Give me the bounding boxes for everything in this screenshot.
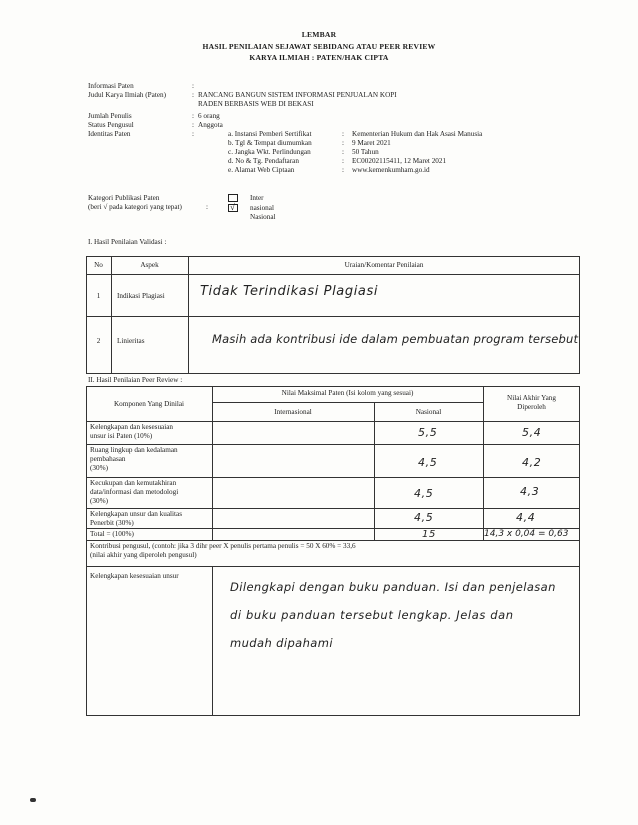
kontribusi-line-1: Kontribusi pengusul, (contoh: jika 3 dihr peer X penulis pertama penulis = 50 X 60% = 33,6 [90, 542, 356, 550]
colon: : [342, 139, 344, 147]
identitas-e-value: www.kemenkumham.go.id [352, 166, 430, 174]
identitas-d-value: EC00202115411, 12 Maret 2021 [352, 157, 447, 165]
identitas-c-value: 50 Tahun [352, 148, 379, 156]
col-komponen: Komponen Yang Dinilai [113, 400, 185, 408]
colon: : [192, 121, 194, 129]
jumlah-value: 6 orang [198, 112, 220, 120]
kategori-hint: (beri √ pada kategori yang tepat) [88, 203, 182, 211]
identitas-a-value: Kementerian Hukum dan Hak Asasi Manusia [352, 130, 483, 138]
identitas-d-label: d. No & Tg. Pendaftaran [228, 157, 299, 165]
komponen-3-line-2: data/informasi dan metodologi [90, 488, 179, 496]
nasional-4: 4,5 [414, 511, 434, 524]
komponen-2-line-1: Ruang lingkup dan kedalaman [90, 446, 178, 454]
kelengkapan-line-1: Dilengkapi dengan buku panduan. Isi dan penjelasan [230, 580, 556, 594]
doc-label: LEMBAR [301, 30, 337, 39]
col-nasional: Nasional [415, 408, 442, 416]
row2-no: 2 [96, 337, 101, 345]
akhir-1: 5,4 [522, 426, 542, 439]
kelengkapan-line-2: di buku panduan tersebut lengkap. Jelas dan [230, 608, 514, 622]
colon: : [192, 130, 194, 138]
checkbox-nasional[interactable] [228, 204, 238, 212]
col-aspek: Aspek [140, 261, 159, 269]
doc-title: HASIL PENILAIAN SEJAWAT SEBIDANG ATAU PEER REVIEW [202, 42, 436, 51]
jumlah-label: Jumlah Penulis [88, 112, 132, 120]
nasional-2: 4,5 [418, 456, 438, 469]
akhir-4: 4,4 [516, 511, 536, 524]
akhir-3: 4,3 [520, 485, 540, 498]
identitas-b-value: 9 Maret 2021 [352, 139, 391, 147]
colon: : [342, 148, 344, 156]
komponen-1-line-2: unsur isi Paten (10%) [90, 432, 153, 440]
identitas-b-label: b. Tgl & Tempat diumumkan [228, 139, 312, 147]
kelengkapan-label: Kelengkapan kesesuaian unsur [90, 572, 179, 580]
col-nilai-akhir-2: Diperoleh [517, 403, 546, 411]
colon: : [206, 203, 208, 211]
row1-no: 1 [96, 292, 101, 300]
colon: : [192, 91, 194, 99]
col-no: No [94, 261, 103, 269]
akhir-total: 14,3 x 0,04 = 0,63 [484, 529, 569, 539]
kategori-label: Kategori Publikasi Paten [88, 194, 160, 202]
kelengkapan-line-3: mudah dipahami [230, 636, 333, 650]
section2-title: II. Hasil Penilaian Peer Review : [88, 376, 183, 384]
doc-subtitle: KARYA ILMIAH : PATEN/HAK CIPTA [249, 53, 389, 62]
colon: : [192, 112, 194, 120]
informasi-label: Informasi Paten [88, 82, 134, 90]
komponen-3-line-1: Kecukupan dan kemutakhiran [90, 479, 177, 487]
nasional-3: 4,5 [414, 487, 434, 500]
status-label: Status Pengusul [88, 121, 134, 129]
komponen-3-line-3: (30%) [90, 497, 108, 505]
scan-speck [30, 798, 36, 802]
identitas-c-label: c. Jangka Wkt. Perlindungan [228, 148, 311, 156]
kategori-opt-nasional: nasional [250, 204, 274, 212]
check-mark-icon: √ [230, 202, 235, 212]
status-value: Anggota [198, 121, 223, 129]
nasional-1: 5,5 [418, 426, 438, 439]
colon: : [342, 166, 344, 174]
komponen-4-line-1: Kelengkapan unsur dan kualitas [90, 510, 183, 518]
row2-comment: Masih ada kontribusi ide dalam pembuatan program tersebut [212, 332, 579, 346]
komponen-4-line-2: Penerbit (30%) [90, 519, 134, 527]
judul-label: Judul Karya Ilmiah (Paten) [88, 91, 167, 99]
col-nilai-akhir-1: Nilai Akhir Yang [507, 394, 556, 402]
komponen-1-line-1: Kelengkapan dan kesesuaian [90, 423, 174, 431]
komponen-2-line-3: (30%) [90, 464, 108, 472]
komponen-2-line-2: pembahasan [90, 455, 126, 463]
identitas-label: Identitas Paten [88, 130, 131, 138]
row2-aspek: Linieritas [117, 337, 145, 345]
colon: : [342, 157, 344, 165]
row1-aspek: Indikasi Plagiasi [117, 292, 165, 300]
colon: : [192, 82, 194, 90]
section1-title: I. Hasil Penilaian Validasi : [88, 238, 167, 246]
judul-value-1: RANCANG BANGUN SISTEM INFORMASI PENJUALAN KOPI [198, 91, 397, 99]
col-nilai-maks: Nilai Maksimal Paten (Isi kolom yang sesuai) [281, 389, 414, 397]
identitas-e-label: e. Alamat Web Ciptaan [228, 166, 295, 174]
col-uraian: Uraian/Komentar Penilaian [344, 261, 424, 269]
row1-comment: Tidak Terindikasi Plagiasi [200, 284, 379, 299]
checkbox-internasional[interactable] [228, 194, 238, 202]
komponen-total: Total = (100%) [90, 530, 134, 538]
colon: : [342, 130, 344, 138]
kontribusi-line-2: (nilai akhir yang diperoleh pengusul) [90, 551, 197, 559]
judul-value-2: RADEN BERBASIS WEB DI BEKASI [198, 100, 314, 108]
kategori-opt-nasional-2: Nasional [250, 213, 276, 221]
identitas-a-label: a. Instansi Pemberi Sertifikat [228, 130, 312, 138]
col-internasional: Internasional [274, 408, 312, 416]
kategori-opt-inter: Inter [250, 194, 264, 202]
nasional-total: 15 [422, 529, 436, 540]
akhir-2: 4,2 [522, 456, 542, 469]
